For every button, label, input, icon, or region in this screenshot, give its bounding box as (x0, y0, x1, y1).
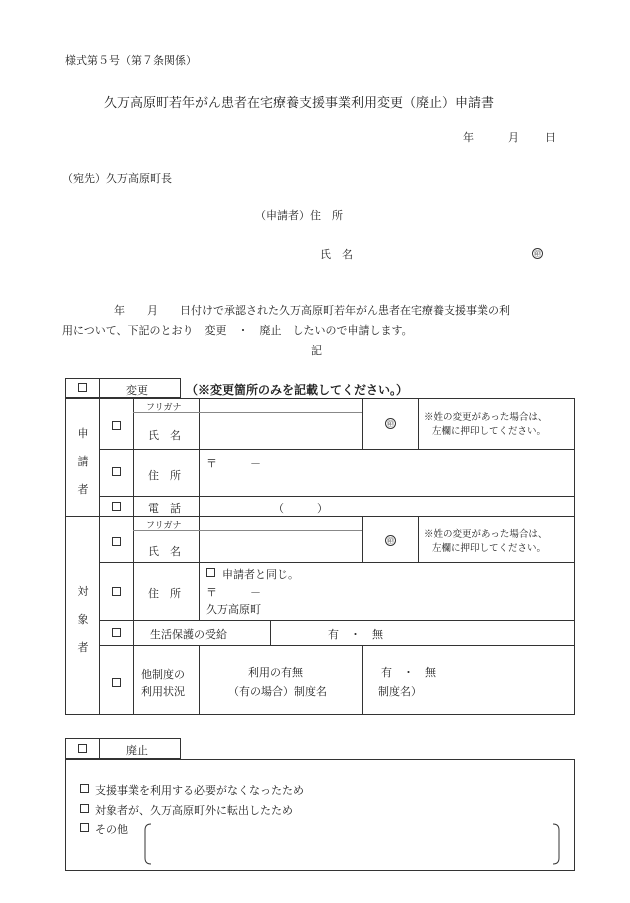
applicant-furigana-input[interactable] (200, 398, 362, 412)
abolish-label: 廃止 (126, 744, 148, 757)
change-note: （※変更箇所のみを記載してください。） (186, 383, 409, 397)
reason-2-checkbox[interactable] (80, 804, 89, 813)
other-system-yes-no[interactable]: 有 ・ 無 (381, 666, 436, 679)
target-name-field-label: 氏 名 (148, 545, 181, 558)
change-checkbox[interactable] (78, 383, 87, 392)
addressee: （宛先）久万高原町長 (62, 172, 172, 185)
reason-1-label: 支援事業を利用する必要がなくなったため (95, 784, 304, 797)
same-as-applicant-checkbox[interactable] (206, 568, 215, 577)
other-system-label-2: 利用状況 (141, 685, 185, 698)
abolish-checkbox[interactable] (78, 744, 87, 753)
applicant-phone-parens: （ ） (273, 502, 328, 515)
target-name-checkbox[interactable] (112, 537, 121, 546)
other-system-checkbox[interactable] (112, 678, 121, 687)
welfare-checkbox[interactable] (112, 628, 121, 637)
applicant-name-input[interactable] (200, 413, 362, 449)
page-title: 久万高原町若年がん患者在宅療養支援事業利用変更（廃止）申請書 (104, 96, 495, 111)
ki-label: 記 (311, 344, 322, 357)
applicant-postal: 〒 － (206, 457, 261, 470)
applicant-phone-checkbox[interactable] (112, 502, 121, 511)
body-text-line1: 年 月 日付けで承認された久万高原町若年がん患者在宅療養支援事業の利 (114, 304, 510, 317)
reason-2-label: 対象者が、久万高原町外に転出したため (95, 804, 293, 817)
usage-label-2: （有の場合）制度名 (228, 685, 327, 698)
target-name-input[interactable] (200, 531, 362, 562)
seal-mark: ㊞ (534, 250, 541, 258)
other-system-name: 制度名） (378, 685, 422, 698)
target-postal: 〒 － (206, 586, 261, 599)
target-group-label: 対象者 (77, 585, 89, 654)
applicant-name-note-1: ※姓の変更があった場合は、 (424, 412, 548, 423)
date-year: 年 (463, 131, 474, 144)
applicant-phone-field-label: 電 話 (148, 502, 181, 515)
target-town: 久万高原町 (206, 603, 261, 616)
applicant-address-label: （申請者）住 所 (255, 209, 343, 222)
target-address-checkbox[interactable] (112, 587, 121, 596)
applicant-name-field-label: 氏 名 (148, 429, 181, 442)
applicant-name-note-2: 左欄に押印してください。 (432, 426, 547, 437)
applicant-name-label: 氏 名 (320, 248, 353, 261)
target-name-note-1: ※姓の変更があった場合は、 (424, 529, 548, 540)
target-name-note-2: 左欄に押印してください。 (432, 543, 547, 554)
applicant-address-checkbox[interactable] (112, 467, 121, 476)
other-reason-brackets[interactable] (140, 822, 570, 866)
applicant-furigana-label: フリガナ (146, 403, 182, 413)
change-label: 変更 (126, 384, 148, 397)
other-system-label-1: 他制度の (141, 668, 185, 681)
applicant-name-checkbox[interactable] (112, 421, 121, 430)
usage-label-1: 利用の有無 (248, 666, 303, 679)
same-as-applicant-label: 申請者と同じ。 (222, 568, 299, 581)
welfare-yes-no[interactable]: 有 ・ 無 (328, 628, 383, 641)
welfare-label: 生活保護の受給 (150, 628, 227, 641)
reason-3-label: その他 (95, 823, 128, 836)
date-month: 月 (508, 131, 519, 144)
form-number: 様式第５号（第７条関係） (65, 54, 197, 67)
target-furigana-input[interactable] (200, 516, 362, 530)
body-text-line2: 用について、下記のとおり 変更 ・ 廃止 したいので申請します。 (62, 324, 413, 337)
reason-3-checkbox[interactable] (80, 823, 89, 832)
date-day: 日 (545, 131, 556, 144)
target-seal: ㊞ (387, 537, 394, 545)
applicant-group-label: 申請者 (77, 427, 89, 496)
target-address-field-label: 住 所 (148, 587, 181, 600)
reason-1-checkbox[interactable] (80, 784, 89, 793)
applicant-address-field-label: 住 所 (148, 469, 181, 482)
applicant-seal: ㊞ (387, 420, 394, 428)
target-furigana-label: フリガナ (146, 521, 182, 531)
